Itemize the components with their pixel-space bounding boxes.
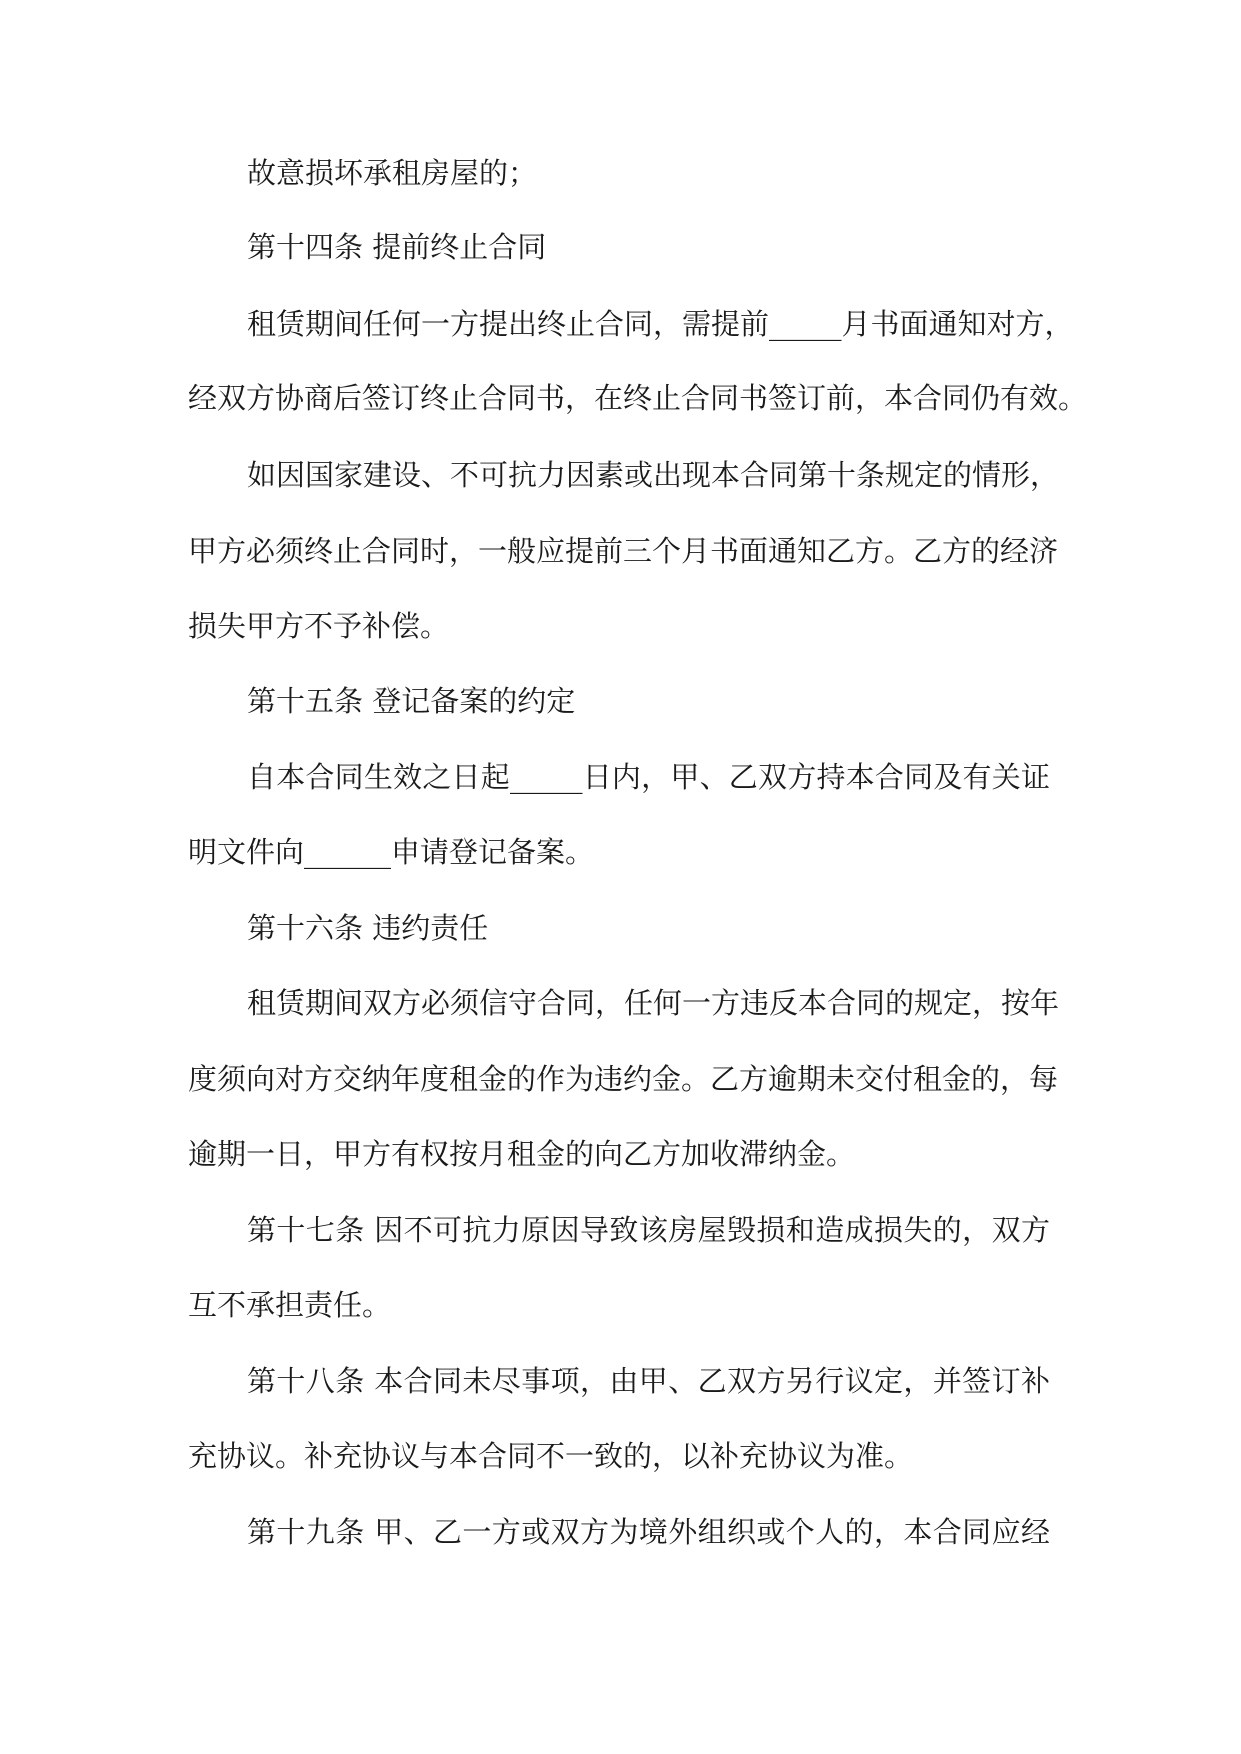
text-line: 第十八条 本合同未尽事项，由甲、乙双方另行议定，并签订补 (247, 1364, 1050, 1398)
text-line: 互不承担责任。 (188, 1288, 392, 1322)
text-line: 如因国家建设、不可抗力因素或出现本合同第十条规定的情形， (247, 458, 1060, 492)
article-heading: 第十五条 登记备案的约定 (247, 684, 576, 718)
text-line: 第十七条 因不可抗力原因导致该房屋毁损和造成损失的，双方 (247, 1213, 1050, 1247)
text-line: 租赁期间双方必须信守合同，任何一方违反本合同的规定，按年 (247, 986, 1060, 1020)
text-line: 甲方必须终止合同时，一般应提前三个月书面通知乙方。乙方的经济 (188, 534, 1059, 568)
text-line: 自本合同生效之日起_____日内，甲、乙双方持本合同及有关证 (247, 760, 1050, 794)
article-heading: 第十六条 违约责任 (247, 911, 489, 945)
text-line: 第十九条 甲、乙一方或双方为境外组织或个人的，本合同应经 (247, 1515, 1050, 1549)
article-heading: 第十四条 提前终止合同 (247, 230, 547, 264)
text-line: 经双方协商后签订终止合同书，在终止合同书签订前，本合同仍有效。 (188, 381, 1088, 415)
text-line: 租赁期间任何一方提出终止合同，需提前_____月书面通知对方， (247, 307, 1074, 341)
text-line: 充协议。补充协议与本合同不一致的，以补充协议为准。 (188, 1439, 914, 1473)
text-line: 故意损坏承租房屋的； (247, 156, 538, 190)
text-line: 逾期一日，甲方有权按月租金的向乙方加收滞纳金。 (188, 1137, 856, 1171)
text-line: 损失甲方不予补偿。 (188, 609, 450, 643)
text-line: 度须向对方交纳年度租金的作为违约金。乙方逾期未交付租金的，每 (188, 1062, 1059, 1096)
text-line: 明文件向______申请登记备案。 (188, 835, 595, 869)
